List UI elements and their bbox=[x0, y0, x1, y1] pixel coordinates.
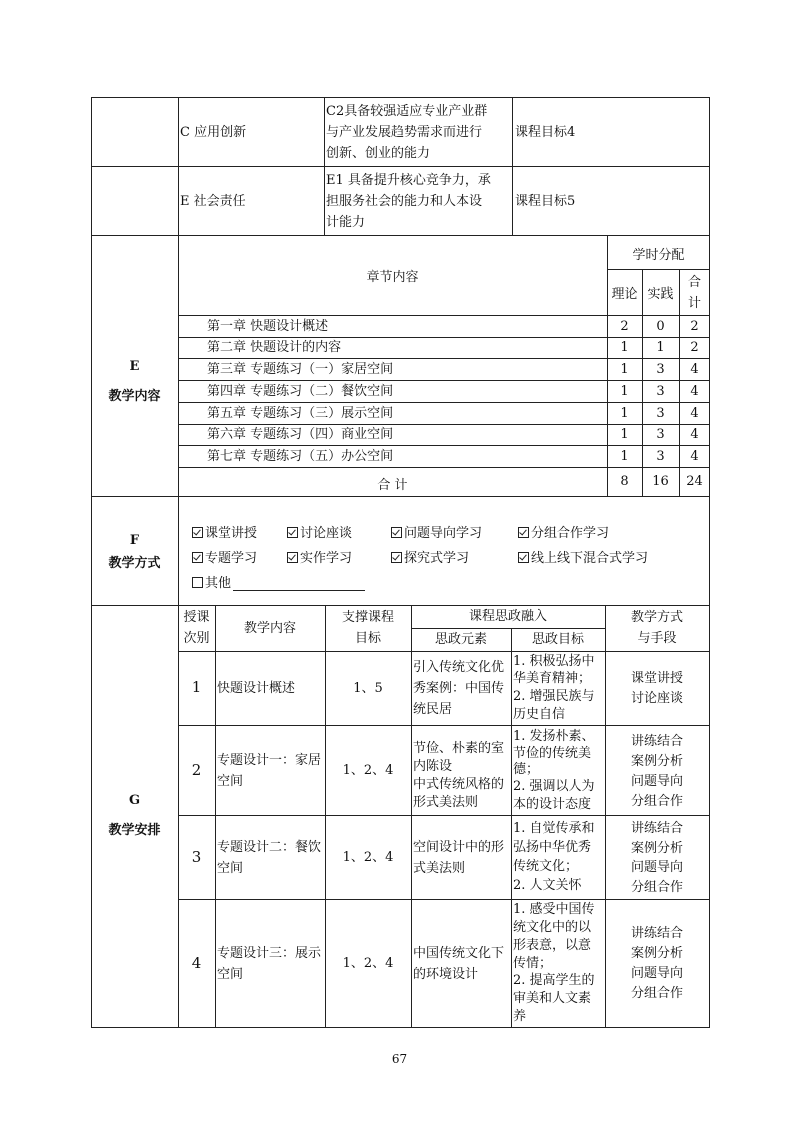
checkbox-empty-icon[interactable] bbox=[192, 577, 203, 588]
section-code: G bbox=[128, 793, 141, 808]
session-number: 1 bbox=[191, 678, 202, 696]
method-option[interactable]: 线上线下混合式学习 bbox=[518, 548, 648, 569]
total-hours: 2 bbox=[690, 319, 699, 334]
checkbox-checked-icon[interactable] bbox=[518, 552, 529, 563]
ideology-goal: 2. 提高学生的 bbox=[513, 973, 595, 988]
practice-hours: 1 bbox=[656, 340, 665, 355]
total-hours: 4 bbox=[690, 427, 699, 442]
objective-category: E 社会责任 bbox=[180, 194, 246, 209]
method-option-other[interactable]: 其他 bbox=[192, 573, 231, 594]
ideology-goal: 德； bbox=[513, 762, 540, 777]
method-header: 教学方式 bbox=[630, 610, 683, 625]
theory-hours: 2 bbox=[620, 319, 629, 334]
rule bbox=[91, 97, 710, 98]
method-header: 与手段 bbox=[637, 631, 677, 646]
practice-hours: 3 bbox=[656, 449, 665, 464]
chapter-title: 第三章 专题练习（一）家居空间 bbox=[207, 362, 394, 377]
checkbox-checked-icon[interactable] bbox=[192, 552, 203, 563]
method-text: 讲练结合 bbox=[630, 926, 683, 941]
ideology-goal: 1. 积极弘扬中 bbox=[513, 654, 595, 669]
session-content: 专题设计三：展示 bbox=[217, 946, 322, 961]
checkbox-checked-icon[interactable] bbox=[192, 527, 203, 538]
objective-desc-line: 与产业发展趋势需求而进行 bbox=[326, 125, 483, 140]
method-option[interactable]: 分组合作学习 bbox=[518, 523, 609, 544]
session-content: 专题设计一：家居 bbox=[217, 753, 322, 768]
session-content: 空间 bbox=[217, 774, 244, 789]
rule bbox=[607, 269, 710, 270]
ideology-goal: 历史自信 bbox=[513, 707, 566, 722]
objective-desc-line: 创新、创业的能力 bbox=[326, 146, 431, 161]
rule bbox=[91, 1027, 710, 1028]
method-text: 问题导向 bbox=[630, 860, 683, 875]
rule bbox=[178, 97, 179, 1028]
chapter-title: 第二章 快题设计的内容 bbox=[207, 340, 342, 355]
ideology-goal: 本的设计态度 bbox=[513, 797, 592, 812]
chapter-title: 第七章 专题练习（五）办公空间 bbox=[207, 449, 394, 464]
ideology-element: 内陈设 bbox=[413, 759, 453, 774]
method-text: 分组合作 bbox=[630, 880, 683, 895]
method-text: 分组合作 bbox=[630, 794, 683, 809]
rule bbox=[709, 97, 710, 1028]
rule bbox=[178, 651, 710, 652]
session-header: 次别 bbox=[183, 631, 210, 646]
checkbox-checked-icon[interactable] bbox=[518, 527, 529, 538]
ideology-goal: 形表意，以意 bbox=[513, 938, 592, 953]
session-number: 2 bbox=[191, 761, 202, 779]
session-support: 1、2、4 bbox=[342, 850, 394, 865]
total-hours: 4 bbox=[690, 449, 699, 464]
elements-header: 思政元素 bbox=[434, 632, 487, 647]
sum-theory: 8 bbox=[620, 474, 629, 489]
theory-hours: 1 bbox=[620, 362, 629, 377]
session-content: 快题设计概述 bbox=[217, 681, 296, 696]
method-text: 讲练结合 bbox=[630, 734, 683, 749]
ideology-goal: 传统文化； bbox=[513, 859, 579, 874]
sum-label: 合 计 bbox=[377, 478, 408, 493]
session-support: 1、2、4 bbox=[342, 763, 394, 778]
section-title: 教学安排 bbox=[108, 823, 161, 838]
ideology-goal: 节俭的传统美 bbox=[513, 746, 592, 761]
section-title: 教学内容 bbox=[108, 389, 161, 404]
objective-desc-line: C2具备较强适应专业产业群 bbox=[326, 104, 488, 119]
ideology-element: 节俭、朴素的室 bbox=[413, 741, 505, 756]
section-title: 教学方式 bbox=[108, 556, 161, 571]
content-header: 教学内容 bbox=[243, 621, 296, 636]
other-fill-line[interactable] bbox=[233, 590, 365, 591]
method-option[interactable]: 课堂讲授 bbox=[192, 523, 257, 544]
chapter-title: 第四章 专题练习（二）餐饮空间 bbox=[207, 384, 394, 399]
chapter-title: 第一章 快题设计概述 bbox=[207, 319, 329, 334]
rule bbox=[91, 235, 710, 236]
objective-desc-line: E1 具备提升核心竞争力，承 bbox=[326, 173, 491, 188]
page-number: 67 bbox=[391, 1052, 408, 1066]
total-hours: 4 bbox=[690, 362, 699, 377]
total-header: 计 bbox=[687, 296, 701, 311]
objective-target: 课程目标4 bbox=[515, 125, 576, 140]
ideology-goal: 审美和人文素 bbox=[513, 991, 592, 1006]
checkbox-checked-icon[interactable] bbox=[391, 527, 402, 538]
theory-hours: 1 bbox=[620, 449, 629, 464]
theory-header: 理论 bbox=[611, 287, 638, 302]
rule bbox=[91, 605, 710, 606]
rule bbox=[178, 815, 710, 816]
rule bbox=[91, 166, 710, 167]
section-code: E bbox=[129, 359, 140, 374]
ideology-element: 式美法则 bbox=[413, 861, 466, 876]
method-text: 分组合作 bbox=[630, 986, 683, 1001]
rule bbox=[411, 605, 412, 1028]
ideology-goal: 2. 强调以人为 bbox=[513, 779, 595, 794]
total-hours: 2 bbox=[690, 340, 699, 355]
ideology-element: 引入传统文化优 bbox=[413, 660, 505, 675]
method-text: 案例分析 bbox=[630, 946, 683, 961]
sum-total: 24 bbox=[686, 474, 703, 489]
ideology-goal: 弘扬中华优秀 bbox=[513, 840, 592, 855]
total-header: 合 bbox=[687, 275, 701, 290]
method-option[interactable]: 问题导向学习 bbox=[391, 523, 482, 544]
chapter-header: 章节内容 bbox=[366, 270, 419, 285]
practice-hours: 3 bbox=[656, 362, 665, 377]
rule bbox=[324, 97, 325, 236]
rule bbox=[178, 725, 710, 726]
ideology-goal: 2. 人文关怀 bbox=[513, 878, 582, 893]
ideology-goal: 统文化中的以 bbox=[513, 920, 592, 935]
ideology-goal: 2. 增强民族与 bbox=[513, 689, 595, 704]
section-code: F bbox=[129, 533, 140, 548]
ideology-element: 形式美法则 bbox=[413, 795, 479, 810]
ideology-element: 中国传统文化下 bbox=[413, 946, 505, 961]
objective-desc-line: 计能力 bbox=[326, 215, 366, 230]
method-text: 问题导向 bbox=[630, 774, 683, 789]
theory-hours: 1 bbox=[620, 384, 629, 399]
ideology-element: 统民居 bbox=[413, 702, 453, 717]
objective-target: 课程目标5 bbox=[515, 194, 576, 209]
method-text: 案例分析 bbox=[630, 754, 683, 769]
method-text: 课堂讲授 bbox=[630, 671, 683, 686]
support-header: 目标 bbox=[354, 631, 381, 646]
practice-hours: 3 bbox=[656, 406, 665, 421]
checkbox-checked-icon[interactable] bbox=[287, 527, 298, 538]
total-hours: 4 bbox=[690, 384, 699, 399]
method-option[interactable]: 讨论座谈 bbox=[287, 523, 352, 544]
rule bbox=[511, 628, 512, 1028]
ideology-header: 课程思政融入 bbox=[468, 609, 547, 624]
ideology-element: 的环境设计 bbox=[413, 967, 479, 982]
theory-hours: 1 bbox=[620, 340, 629, 355]
theory-hours: 1 bbox=[620, 406, 629, 421]
goals-header: 思政目标 bbox=[531, 632, 584, 647]
support-header: 支撑课程 bbox=[341, 610, 394, 625]
checkbox-checked-icon[interactable] bbox=[391, 552, 402, 563]
method-text: 案例分析 bbox=[630, 841, 683, 856]
session-content: 专题设计二：餐饮 bbox=[217, 840, 322, 855]
ideology-element: 空间设计中的形 bbox=[413, 840, 505, 855]
method-text: 讨论座谈 bbox=[630, 691, 683, 706]
hours-header: 学时分配 bbox=[632, 248, 685, 263]
session-number: 4 bbox=[191, 954, 202, 972]
ideology-goal: 华美育精神； bbox=[513, 671, 592, 686]
session-content: 空间 bbox=[217, 967, 244, 982]
session-number: 3 bbox=[191, 848, 202, 866]
rule bbox=[512, 97, 513, 236]
checkbox-checked-icon[interactable] bbox=[287, 552, 298, 563]
ideology-goal: 1. 自觉传承和 bbox=[513, 821, 595, 836]
session-header: 授课 bbox=[183, 610, 210, 625]
ideology-goal: 传情； bbox=[513, 956, 553, 971]
rule bbox=[178, 899, 710, 900]
rule bbox=[215, 605, 216, 1028]
ideology-goal: 1. 感受中国传 bbox=[513, 902, 595, 917]
practice-hours: 3 bbox=[656, 384, 665, 399]
practice-hours: 3 bbox=[656, 427, 665, 442]
method-text: 问题导向 bbox=[630, 966, 683, 981]
chapter-title: 第五章 专题练习（三）展示空间 bbox=[207, 406, 394, 421]
sum-practice: 16 bbox=[652, 474, 669, 489]
theory-hours: 1 bbox=[620, 427, 629, 442]
chapter-title: 第六章 专题练习（四）商业空间 bbox=[207, 427, 394, 442]
ideology-goal: 养 bbox=[513, 1009, 527, 1024]
method-option[interactable]: 专题学习 bbox=[192, 548, 257, 569]
practice-header: 实践 bbox=[647, 287, 674, 302]
rule bbox=[178, 467, 710, 468]
ideology-element: 中式传统风格的 bbox=[413, 777, 505, 792]
ideology-goal: 1. 发扬朴素、 bbox=[513, 729, 595, 744]
session-support: 1、2、4 bbox=[342, 956, 394, 971]
session-content: 空间 bbox=[217, 861, 244, 876]
total-hours: 4 bbox=[690, 406, 699, 421]
method-text: 讲练结合 bbox=[630, 821, 683, 836]
practice-hours: 0 bbox=[656, 319, 665, 334]
rule bbox=[91, 496, 710, 497]
objective-desc-line: 担服务社会的能力和人本设 bbox=[326, 194, 483, 209]
objective-category: C 应用创新 bbox=[180, 125, 247, 140]
session-support: 1、5 bbox=[353, 681, 383, 696]
method-option[interactable]: 实作学习 bbox=[287, 548, 352, 569]
ideology-element: 秀案例：中国传 bbox=[413, 681, 505, 696]
method-option[interactable]: 探究式学习 bbox=[391, 548, 469, 569]
